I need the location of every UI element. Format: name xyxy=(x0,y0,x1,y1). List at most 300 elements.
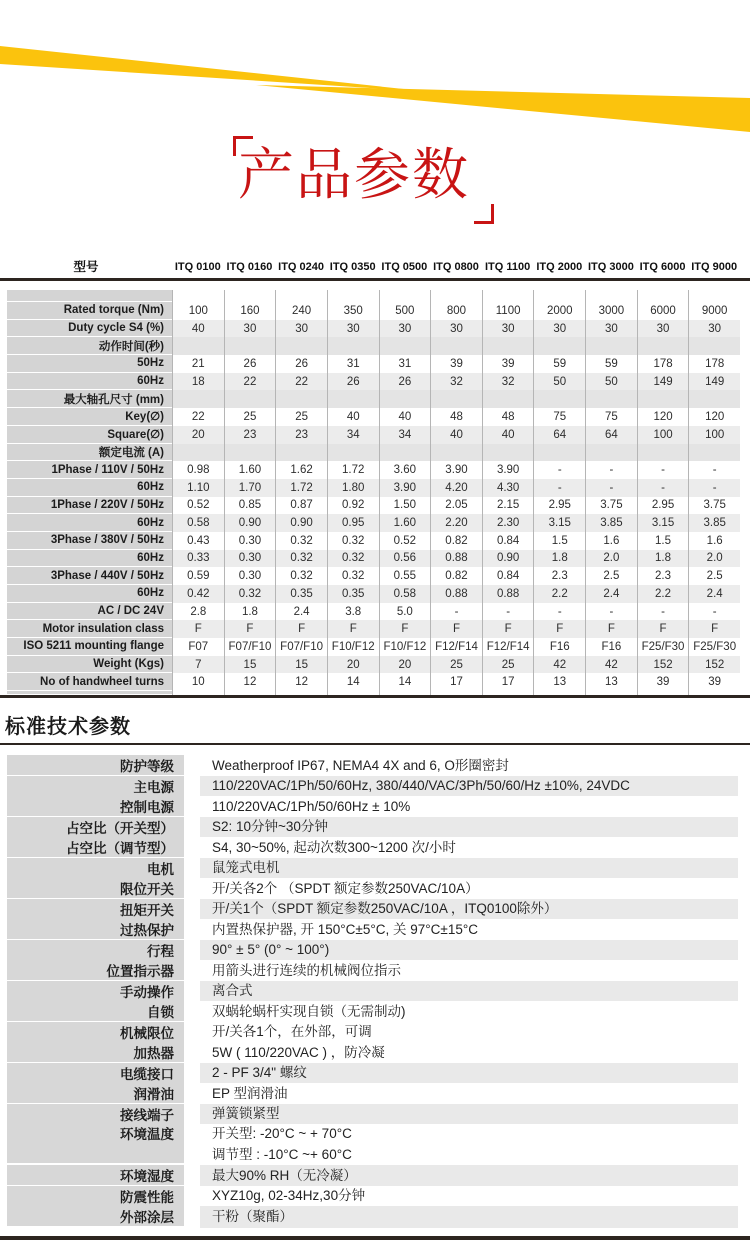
spec-cell: 25 xyxy=(482,656,534,674)
spec-cell: 160 xyxy=(224,302,276,320)
spec-cell: 1.6 xyxy=(585,532,637,550)
spec-row-label: Rated torque (Nm) xyxy=(0,302,172,320)
spec-row-label: Square(∅) xyxy=(0,426,172,444)
spec-cell: 64 xyxy=(585,426,637,444)
spec-cell: 23 xyxy=(224,426,276,444)
spec-cell: 30 xyxy=(224,320,276,338)
spacer-cell xyxy=(275,290,327,302)
param-label: 扭矩开关 xyxy=(0,899,184,921)
spec-row-label: 50Hz xyxy=(0,355,172,373)
spec-cell: 0.32 xyxy=(327,550,379,568)
param-row xyxy=(0,1186,738,1207)
spec-cell: 34 xyxy=(379,426,431,444)
yellow-ribbon-decoration xyxy=(0,0,750,160)
spec-cell: 500 xyxy=(379,302,431,320)
spec-cell: F10/F12 xyxy=(327,638,379,656)
spec-cell: 25 xyxy=(275,408,327,426)
spec-cell: - xyxy=(585,479,637,497)
spec-cell: 152 xyxy=(688,656,740,674)
spec-cell: 50 xyxy=(585,373,637,391)
spec-cell xyxy=(482,444,534,462)
spec-cell: 3.8 xyxy=(327,603,379,621)
spec-cell xyxy=(585,390,637,408)
param-value: 开/关1个（SPDT 额定参数250VAC/10A ，ITQ0100除外） xyxy=(200,899,738,921)
model-name: ITQ 0500 xyxy=(381,261,428,273)
spec-cell: 0.56 xyxy=(379,550,431,568)
spec-cell: 1.60 xyxy=(379,514,431,532)
param-row xyxy=(0,919,738,940)
spec-row-label: 动作时间(秒) xyxy=(0,337,172,355)
spec-cell: 1.8 xyxy=(637,550,689,568)
spec-cell: 26 xyxy=(379,373,431,391)
param-gap xyxy=(184,919,200,941)
spec-cell: - xyxy=(430,603,482,621)
spec-cell: F07/F10 xyxy=(224,638,276,656)
section-heading-rule xyxy=(0,743,750,745)
spec-cell: 18 xyxy=(172,373,224,391)
spacer-cell xyxy=(327,290,379,302)
param-row xyxy=(0,1063,738,1084)
param-label: 占空比（调节型） xyxy=(0,837,184,859)
param-row xyxy=(0,878,738,899)
param-gap xyxy=(184,1124,200,1165)
spec-cell xyxy=(327,337,379,355)
param-row xyxy=(0,817,738,838)
spec-cell: 59 xyxy=(533,355,585,373)
spec-cell: F xyxy=(172,620,224,638)
spec-cell: 15 xyxy=(275,656,327,674)
model-name: ITQ 0350 xyxy=(329,261,376,273)
spec-cell: 42 xyxy=(533,656,585,674)
spec-row-label: Weight (Kgs) xyxy=(0,656,172,674)
param-gap xyxy=(184,1042,200,1064)
spec-cell: 4.30 xyxy=(482,479,534,497)
spec-cell: 0.55 xyxy=(379,567,431,585)
spec-cell: 0.58 xyxy=(172,514,224,532)
spec-cell: 21 xyxy=(172,355,224,373)
spec-cell: 0.92 xyxy=(327,497,379,515)
spec-cell: 0.33 xyxy=(172,550,224,568)
param-gap xyxy=(184,776,200,798)
param-row xyxy=(0,776,738,797)
model-name: ITQ 0800 xyxy=(433,261,479,273)
spec-cell: 39 xyxy=(688,673,740,691)
spec-cell xyxy=(637,390,689,408)
spec-row xyxy=(0,355,740,373)
param-label: 机械限位 xyxy=(0,1022,184,1044)
spec-cell: - xyxy=(482,603,534,621)
spec-cell: 3.15 xyxy=(533,514,585,532)
spec-cell: 30 xyxy=(327,320,379,338)
param-row xyxy=(0,1001,738,1022)
param-gap xyxy=(184,817,200,839)
spec-cell: F16 xyxy=(533,638,585,656)
spec-cell: 7 xyxy=(172,656,224,674)
param-label: 限位开关 xyxy=(0,878,184,900)
spec-cell: 30 xyxy=(585,320,637,338)
spec-cell: 100 xyxy=(172,302,224,320)
spec-row xyxy=(0,390,740,408)
spec-cell: 178 xyxy=(637,355,689,373)
spec-cell: 17 xyxy=(482,673,534,691)
spec-cell xyxy=(430,337,482,355)
spec-cell: 3000 xyxy=(585,302,637,320)
param-gap xyxy=(184,960,200,982)
spec-cell: 32 xyxy=(482,373,534,391)
spec-cell: 9000 xyxy=(688,302,740,320)
spec-row xyxy=(0,638,740,656)
param-value: 离合式 xyxy=(200,981,738,1003)
spec-cell: 12 xyxy=(224,673,276,691)
spec-cell: 4.20 xyxy=(430,479,482,497)
param-row xyxy=(0,960,738,981)
spec-row xyxy=(0,302,740,320)
spec-cell: 2.15 xyxy=(482,497,534,515)
spec-cell: 0.82 xyxy=(430,532,482,550)
param-gap xyxy=(184,858,200,880)
spec-cell: 2.95 xyxy=(637,497,689,515)
spacer-cell xyxy=(172,290,224,302)
spec-cell xyxy=(688,444,740,462)
spec-row xyxy=(0,567,740,585)
spec-cell: 120 xyxy=(688,408,740,426)
spec-table-bottom-rule xyxy=(0,695,750,698)
param-gap xyxy=(184,940,200,962)
spec-cell: 1.60 xyxy=(224,461,276,479)
param-label: 过热保护 xyxy=(0,919,184,941)
spec-row-label: 60Hz xyxy=(0,514,172,532)
spec-cell: 149 xyxy=(688,373,740,391)
spacer-cell xyxy=(430,290,482,302)
spec-row xyxy=(0,514,740,532)
spec-row-label: 3Phase / 440V / 50Hz xyxy=(0,567,172,585)
model-header-label: 型号 xyxy=(73,260,99,274)
spec-cell: F xyxy=(533,620,585,638)
param-row xyxy=(0,981,738,1002)
param-gap xyxy=(184,1001,200,1023)
spec-cell: 20 xyxy=(379,656,431,674)
spec-cell: 100 xyxy=(637,426,689,444)
spacer-cell xyxy=(482,290,534,302)
page-title: 产品参数 xyxy=(238,143,470,206)
spec-cell: 0.59 xyxy=(172,567,224,585)
param-gap xyxy=(184,1022,200,1044)
spec-cell: 13 xyxy=(533,673,585,691)
spec-cell: 20 xyxy=(172,426,224,444)
spacer-cell xyxy=(585,290,637,302)
spec-cell: 26 xyxy=(275,355,327,373)
spec-cell xyxy=(482,390,534,408)
model-header-row xyxy=(0,257,740,277)
param-row xyxy=(0,858,738,879)
model-name: ITQ 3000 xyxy=(587,261,634,273)
spec-cell: 1.8 xyxy=(533,550,585,568)
spec-cell: 0.35 xyxy=(275,585,327,603)
spacer-cell xyxy=(688,290,740,302)
spec-cell: 2.2 xyxy=(533,585,585,603)
spec-cell: 152 xyxy=(637,656,689,674)
param-gap xyxy=(184,796,200,818)
spec-cell: 0.88 xyxy=(430,550,482,568)
param-label: 行程 xyxy=(0,940,184,962)
spec-cell: 14 xyxy=(379,673,431,691)
spec-cell: 30 xyxy=(688,320,740,338)
model-name: ITQ 1100 xyxy=(485,261,531,273)
param-label: 手动操作 xyxy=(0,981,184,1003)
spec-cell: 26 xyxy=(327,373,379,391)
param-gap xyxy=(184,837,200,859)
spec-cell: 0.82 xyxy=(430,567,482,585)
spec-cell: F10/F12 xyxy=(379,638,431,656)
yellow-ribbon-right xyxy=(256,85,750,132)
model-name: ITQ 0240 xyxy=(278,261,325,273)
param-value: 内置热保护器, 开 150°C±5°C, 关 97°C±15°C xyxy=(200,919,738,941)
spec-cell: F xyxy=(430,620,482,638)
spec-cell xyxy=(327,444,379,462)
spec-cell: 2.3 xyxy=(533,567,585,585)
spec-cell xyxy=(172,390,224,408)
param-value: 最大90% RH（无冷凝） xyxy=(200,1165,738,1187)
param-row xyxy=(0,940,738,961)
spec-row-label: 60Hz xyxy=(0,373,172,391)
spec-cell: F xyxy=(327,620,379,638)
spec-cell: 6000 xyxy=(637,302,689,320)
spec-row-label: No of handwheel turns xyxy=(0,673,172,691)
param-gap xyxy=(184,899,200,921)
spec-cell: 0.95 xyxy=(327,514,379,532)
spec-cell xyxy=(172,444,224,462)
param-value: 开/关各2个 （SPDT 额定参数250VAC/10A） xyxy=(200,878,738,900)
spec-cell: 40 xyxy=(430,426,482,444)
spec-cell: 2.30 xyxy=(482,514,534,532)
param-label: 占空比（开关型） xyxy=(0,817,184,839)
spec-row xyxy=(0,620,740,638)
spec-cell xyxy=(430,444,482,462)
spacer-label xyxy=(0,290,172,302)
spec-cell: F25/F30 xyxy=(688,638,740,656)
yellow-ribbon-left xyxy=(0,46,432,92)
spacer-cell xyxy=(533,290,585,302)
spec-cell: - xyxy=(533,479,585,497)
spec-cell: 0.42 xyxy=(172,585,224,603)
spec-cell xyxy=(379,444,431,462)
spec-cell: 2000 xyxy=(533,302,585,320)
page-bottom-rule xyxy=(0,1236,750,1240)
spec-cell: 22 xyxy=(224,373,276,391)
spec-cell xyxy=(172,337,224,355)
spec-cell xyxy=(688,390,740,408)
spec-cell xyxy=(637,444,689,462)
spec-cell: 2.20 xyxy=(430,514,482,532)
model-name: ITQ 0160 xyxy=(226,261,273,273)
spec-cell: 39 xyxy=(637,673,689,691)
spec-cell: 3.85 xyxy=(688,514,740,532)
spec-cell: 0.32 xyxy=(327,567,379,585)
spec-cell: F07/F10 xyxy=(275,638,327,656)
section-heading: 标准技术参数 xyxy=(5,716,131,738)
spec-cell: - xyxy=(637,603,689,621)
spec-cell: 3.15 xyxy=(637,514,689,532)
spec-cell xyxy=(224,444,276,462)
spec-cell: F xyxy=(688,620,740,638)
spec-row xyxy=(0,497,740,515)
spec-cell: - xyxy=(688,479,740,497)
spec-cell: 5.0 xyxy=(379,603,431,621)
spec-cell: - xyxy=(585,461,637,479)
spec-cell: - xyxy=(688,461,740,479)
spec-row xyxy=(0,426,740,444)
spec-cell: 40 xyxy=(172,320,224,338)
spec-cell: - xyxy=(688,603,740,621)
spec-cell: 34 xyxy=(327,426,379,444)
spec-cell: F xyxy=(482,620,534,638)
spec-cell: 39 xyxy=(482,355,534,373)
spec-cell: 30 xyxy=(637,320,689,338)
param-value: Weatherproof IP67, NEMA4 4X and 6, O形圈密封 xyxy=(200,755,738,777)
spec-cell: 48 xyxy=(430,408,482,426)
model-name: ITQ 2000 xyxy=(536,261,583,273)
spec-cell: - xyxy=(585,603,637,621)
spec-cell: 0.30 xyxy=(224,567,276,585)
spec-cell xyxy=(275,444,327,462)
spec-row xyxy=(0,532,740,550)
spec-cell: 3.85 xyxy=(585,514,637,532)
spec-cell: 0.43 xyxy=(172,532,224,550)
spec-cell: 1.8 xyxy=(224,603,276,621)
spec-cell: 2.0 xyxy=(585,550,637,568)
spec-cell: 800 xyxy=(430,302,482,320)
header-divider-rule xyxy=(0,278,750,281)
param-row xyxy=(0,796,738,817)
param-value: EP 型润滑油 xyxy=(200,1083,738,1105)
spec-cell xyxy=(275,390,327,408)
spec-cell: 2.0 xyxy=(688,550,740,568)
spec-cell: F07 xyxy=(172,638,224,656)
spec-cell: 64 xyxy=(533,426,585,444)
param-row xyxy=(0,1042,738,1063)
spec-cell: 0.35 xyxy=(327,585,379,603)
model-name: ITQ 0100 xyxy=(174,261,221,273)
spec-row-label: 1Phase / 110V / 50Hz xyxy=(0,461,172,479)
spec-row xyxy=(0,656,740,674)
spec-cell: F xyxy=(224,620,276,638)
spec-cell: 40 xyxy=(327,408,379,426)
spec-cell: 0.90 xyxy=(275,514,327,532)
spec-cell: 25 xyxy=(224,408,276,426)
spec-cell: 3.90 xyxy=(482,461,534,479)
param-value: 干粉（聚酯） xyxy=(200,1206,738,1228)
spec-cell xyxy=(688,337,740,355)
spec-cell: 1.72 xyxy=(275,479,327,497)
spec-cell: 30 xyxy=(275,320,327,338)
spec-cell: 240 xyxy=(275,302,327,320)
param-value: 鼠笼式电机 xyxy=(200,858,738,880)
model-name: ITQ 9000 xyxy=(691,261,738,273)
spec-cell xyxy=(379,337,431,355)
spec-cell: 0.32 xyxy=(275,567,327,585)
param-label: 电缆接口 xyxy=(0,1063,184,1085)
spec-cell: 0.84 xyxy=(482,532,534,550)
param-value-line: 开关型: -20°C ~ + 70°C xyxy=(212,1126,352,1141)
spec-cell: 0.84 xyxy=(482,567,534,585)
spec-cell xyxy=(482,337,534,355)
spec-cell: 2.4 xyxy=(585,585,637,603)
spec-row-label: 最大轴孔尺寸 (mm) xyxy=(0,390,172,408)
spec-cell: 1.50 xyxy=(379,497,431,515)
spec-row-label: 60Hz xyxy=(0,550,172,568)
spec-row xyxy=(0,337,740,355)
spec-cell: F25/F30 xyxy=(637,638,689,656)
param-label: 防震性能 xyxy=(0,1186,184,1208)
param-label: 主电源 xyxy=(0,776,184,798)
spec-cell: F xyxy=(585,620,637,638)
spec-cell: 30 xyxy=(430,320,482,338)
spec-cell: 50 xyxy=(533,373,585,391)
spec-cell: 32 xyxy=(430,373,482,391)
param-gap xyxy=(184,755,200,777)
spec-cell: 48 xyxy=(482,408,534,426)
param-value: 2 - PF 3/4" 螺纹 xyxy=(200,1063,738,1085)
spec-row-label: 60Hz xyxy=(0,585,172,603)
spec-cell: 10 xyxy=(172,673,224,691)
spec-cell: 3.90 xyxy=(430,461,482,479)
spec-cell: 23 xyxy=(275,426,327,444)
spec-cell: 31 xyxy=(327,355,379,373)
spec-table xyxy=(0,290,740,695)
spec-cell: 30 xyxy=(533,320,585,338)
spec-cell: 0.52 xyxy=(379,532,431,550)
spec-row xyxy=(0,461,740,479)
param-label: 环境湿度 xyxy=(0,1165,184,1187)
param-label: 润滑油 xyxy=(0,1083,184,1105)
spec-cell: 350 xyxy=(327,302,379,320)
spec-row xyxy=(0,373,740,391)
spec-cell: 0.32 xyxy=(224,585,276,603)
title-corner-bracket-bottomright xyxy=(474,204,494,224)
spec-cell: 59 xyxy=(585,355,637,373)
param-label: 控制电源 xyxy=(0,796,184,818)
param-label: 自锁 xyxy=(0,1001,184,1023)
spec-cell: 17 xyxy=(430,673,482,691)
spec-cell: 1.62 xyxy=(275,461,327,479)
spec-cell: - xyxy=(533,603,585,621)
param-label: 位置指示器 xyxy=(0,960,184,982)
spec-row-label: 3Phase / 380V / 50Hz xyxy=(0,532,172,550)
param-gap xyxy=(184,981,200,1003)
param-row xyxy=(0,1083,738,1104)
spec-cell: F12/F14 xyxy=(482,638,534,656)
model-name: ITQ 6000 xyxy=(639,261,686,273)
spec-cell: 100 xyxy=(688,426,740,444)
spec-cell: 2.4 xyxy=(275,603,327,621)
param-value-line: 调节型 : -10°C ~+ 60°C xyxy=(212,1146,352,1162)
param-row xyxy=(0,1124,738,1165)
spec-cell: 0.85 xyxy=(224,497,276,515)
spec-cell: 1.5 xyxy=(533,532,585,550)
param-label: 外部涂层 xyxy=(0,1206,184,1228)
param-row xyxy=(0,899,738,920)
param-label: 接线端子 xyxy=(0,1104,184,1126)
spec-row xyxy=(0,550,740,568)
param-value: 5W ( 110/220VAC ) ，防冷凝 xyxy=(200,1042,738,1064)
spec-row-label: 60Hz xyxy=(0,479,172,497)
spec-cell: 13 xyxy=(585,673,637,691)
spec-cell xyxy=(533,337,585,355)
spec-cell: 1.6 xyxy=(688,532,740,550)
param-gap xyxy=(184,1186,200,1208)
spec-cell: 31 xyxy=(379,355,431,373)
spec-cell: F12/F14 xyxy=(430,638,482,656)
